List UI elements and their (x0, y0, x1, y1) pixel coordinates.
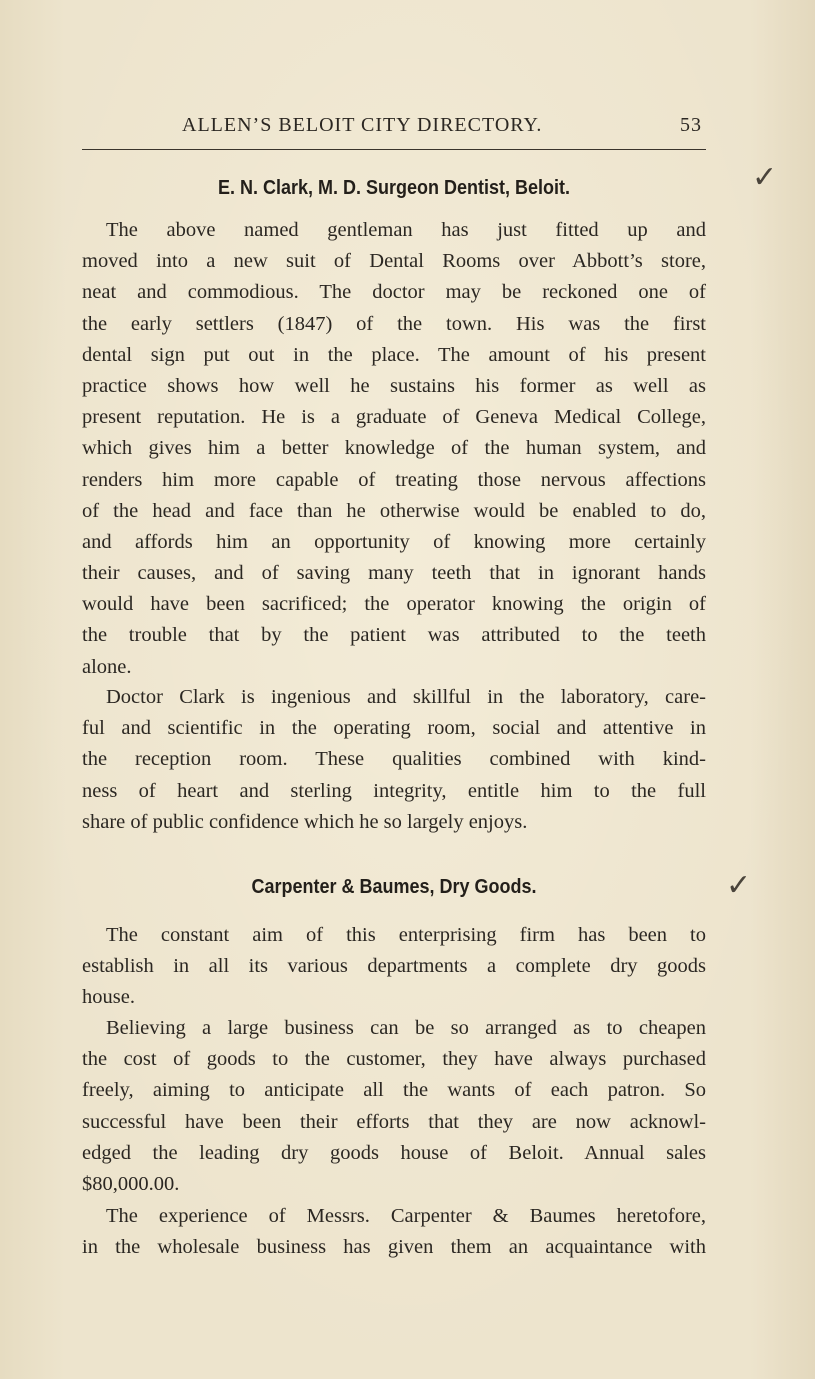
text-line: would have been sacrificed; the operator knowing the origin of (82, 593, 706, 616)
text-line: renders him more capable of treating those nervous affections (82, 468, 706, 491)
text-line: $80,000.00. (82, 1172, 180, 1195)
text-line: present reputation. He is a graduate of Geneva Medical College, (82, 406, 706, 429)
text-line: successful have been their efforts that they are now acknowl- (82, 1110, 706, 1133)
running-head (82, 114, 706, 142)
text-line: The experience of Messrs. Carpenter & Baumes heretofore, (106, 1205, 706, 1227)
text-line: of the head and face than he otherwise would be enabled to do, (82, 499, 706, 522)
text-line: The constant aim of this enterprising firm has been to (106, 924, 706, 946)
text-line: and affords him an opportunity of knowing more certainly (82, 530, 706, 553)
text-line: neat and commodious. The doctor may be reckoned one of (82, 281, 706, 304)
section-heading-carpenter-baumes: Carpenter & Baumes, Dry Goods. (251, 876, 537, 898)
text-line: house. (82, 986, 135, 1009)
text-line: establish in all its various departments a complete dry goods (82, 955, 706, 978)
text-line: share of public confidence which he so largely enjoys. (82, 810, 528, 833)
check-mark-icon: ✓ (752, 160, 778, 195)
paragraph (82, 682, 706, 838)
text-line: Believing a large business can be so arranged as to cheapen (106, 1017, 706, 1039)
text-line: the trouble that by the patient was attributed to the teeth (82, 624, 706, 647)
text-line: moved into a new suit of Dental Rooms over Abbott’s store, (82, 250, 706, 273)
header-rule (82, 149, 706, 150)
text-line: ness of heart and sterling integrity, entitle him to the full (82, 779, 706, 802)
text-line: The above named gentleman has just fitted up and (106, 219, 706, 241)
running-head-title: ALLEN’S BELOIT CITY DIRECTORY. (182, 114, 543, 136)
section-heading-clark: E. N. Clark, M. D. Surgeon Dentist, Beloit. (217, 177, 571, 199)
text-line: the reception room. These qualities combined with kind- (82, 748, 706, 771)
text-line: in the wholesale business has given them an acquaintance with (82, 1236, 706, 1259)
text-line: their causes, and of saving many teeth that in ignorant hands (82, 562, 706, 585)
check-mark-icon: ✓ (726, 868, 752, 903)
text-line: edged the leading dry goods house of Beloit. Annual sales (82, 1141, 706, 1164)
paragraph (82, 215, 706, 683)
paragraph (82, 920, 706, 1014)
text-line: the early settlers (1847) of the town. His was the first (82, 312, 706, 335)
text-line: ful and scientific in the operating room, social and attentive in (82, 717, 706, 740)
text-line: Doctor Clark is ingenious and skillful in the laboratory, care- (106, 686, 706, 708)
paragraph (82, 1201, 706, 1263)
text-line: dental sign put out in the place. The amount of his present (82, 343, 706, 366)
page-number: 53 (680, 114, 702, 136)
text-line: which gives him a better knowledge of the human system, and (82, 437, 706, 460)
paragraph (82, 1013, 706, 1200)
text-line: the cost of goods to the customer, they have always purchased (82, 1048, 706, 1071)
text-line: freely, aiming to anticipate all the wants of each patron. So (82, 1079, 706, 1102)
text-line: practice shows how well he sustains his former as well as (82, 374, 706, 397)
text-line: alone. (82, 655, 132, 678)
